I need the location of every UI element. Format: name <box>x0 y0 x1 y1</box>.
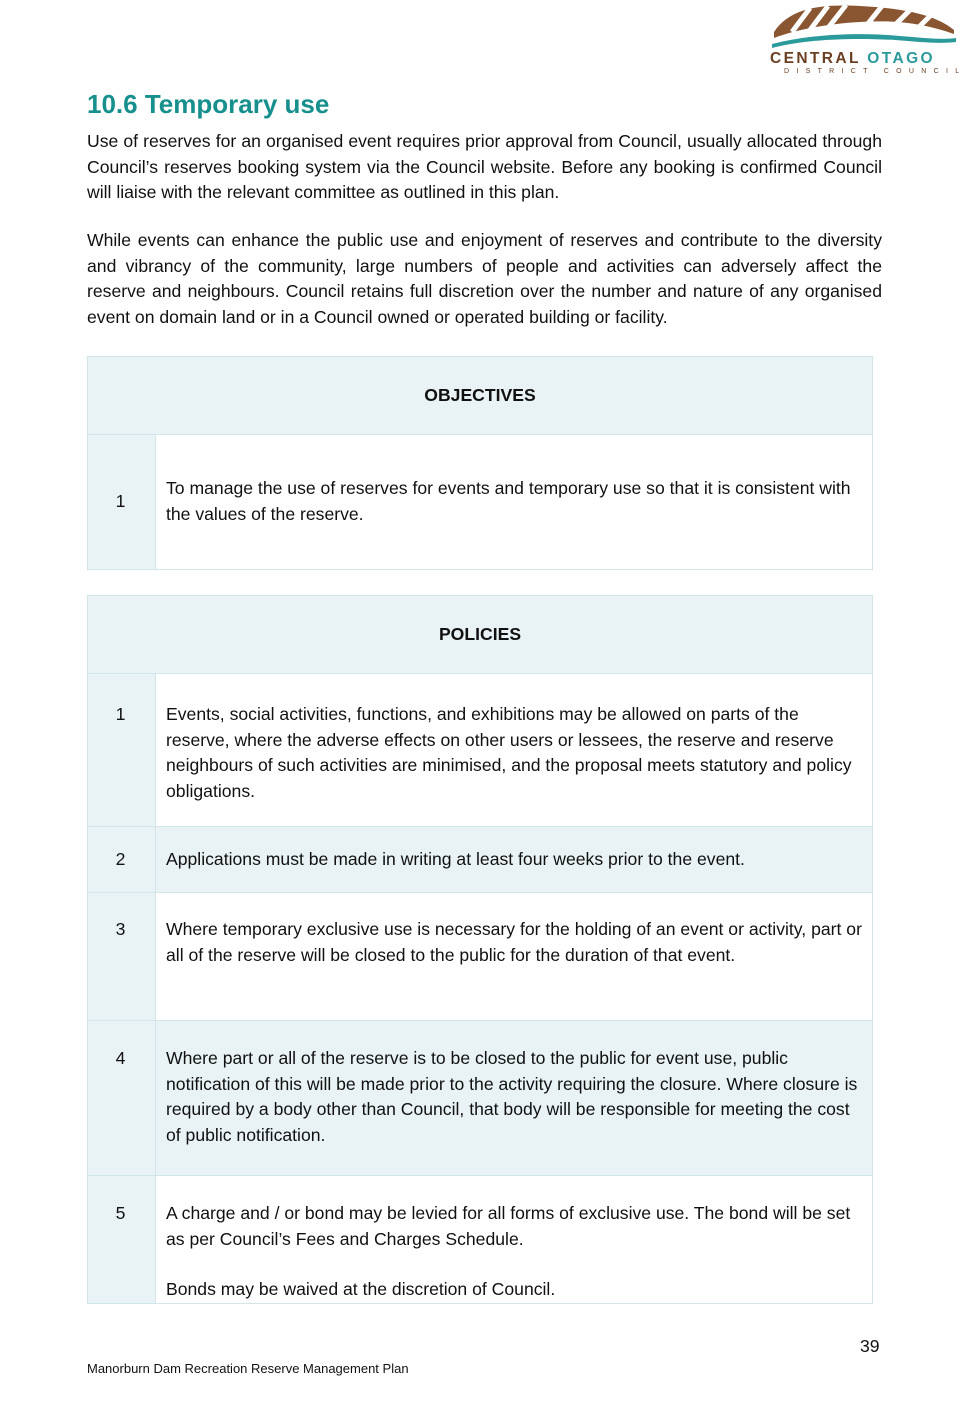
section-title: 10.6 Temporary use <box>87 89 330 119</box>
policy-number: 5 <box>88 1176 156 1304</box>
logo-wordmark: CENTRAL OTAGO <box>770 50 935 67</box>
objectives-table <box>87 356 873 570</box>
footer-document-title: Manorburn Dam Recreation Reserve Management Plan <box>87 1361 409 1376</box>
policies-table <box>87 595 873 1304</box>
objective-text: To manage the use of reserves for events and temporary use so that it is consistent with the values of the reserve. <box>156 435 873 570</box>
table-row <box>88 893 873 1021</box>
policy-text: Applications must be made in writing at least four weeks prior to the event. <box>156 827 873 893</box>
policy-text-note: Bonds may be waived at the discretion of Council. <box>166 1279 556 1300</box>
policy-number: 2 <box>88 827 156 893</box>
policy-number: 4 <box>88 1021 156 1176</box>
policy-cell <box>156 1176 873 1304</box>
objectives-heading: OBJECTIVES <box>88 357 873 435</box>
table-row <box>88 674 873 827</box>
table-row <box>88 1176 873 1304</box>
table-row <box>88 827 873 893</box>
objective-number: 1 <box>88 435 156 570</box>
policy-text: Where part or all of the reserve is to be closed to the public for event use, public notification of this will be made prior to the activity requiring the closure. Where closure is required by a body other than Council, that body will be responsible for meeting the cost of public notification. <box>156 1021 873 1176</box>
events-paragraph: While events can enhance the public use and enjoyment of reserves and contribute to the diversity and vibrancy of the community, large numbers of people and activities can adversely affect the reserve and neighbours. Council retains full discretion over the number and nature of any organised event on domain land or in a Council owned or operated building or facility. <box>87 230 882 327</box>
hills-logo-icon <box>770 0 956 50</box>
council-logo <box>764 0 967 80</box>
policy-number: 1 <box>88 674 156 827</box>
table-row <box>88 1021 873 1176</box>
logo-subtitle: DISTRICT COUNCIL <box>784 68 967 75</box>
policies-heading: POLICIES <box>88 596 873 674</box>
policy-number: 3 <box>88 893 156 1021</box>
policy-text: A charge and / or bond may be levied for all forms of exclusive use. The bond will be set as per Council’s Fees and Charges Schedule. <box>166 1203 851 1249</box>
intro-paragraph: Use of reserves for an organised event requires prior approval from Council, usually allocated through Council’s reserves booking system via the Council website. Before any booking is confirmed Council will liaise with the relevant committee as outlined in this plan. <box>87 131 882 203</box>
table-row <box>88 435 873 570</box>
page-number: 39 <box>860 1336 880 1356</box>
policy-text: Events, social activities, functions, and exhibitions may be allowed on parts of the reserve, where the adverse effects on other users or lessees, the reserve and reserve neighbours of such activities are minimised, and the proposal meets statutory and policy obligations. <box>156 674 873 827</box>
policy-text: Where temporary exclusive use is necessary for the holding of an event or activity, part or all of the reserve will be closed to the public for the duration of that event. <box>156 893 873 1021</box>
